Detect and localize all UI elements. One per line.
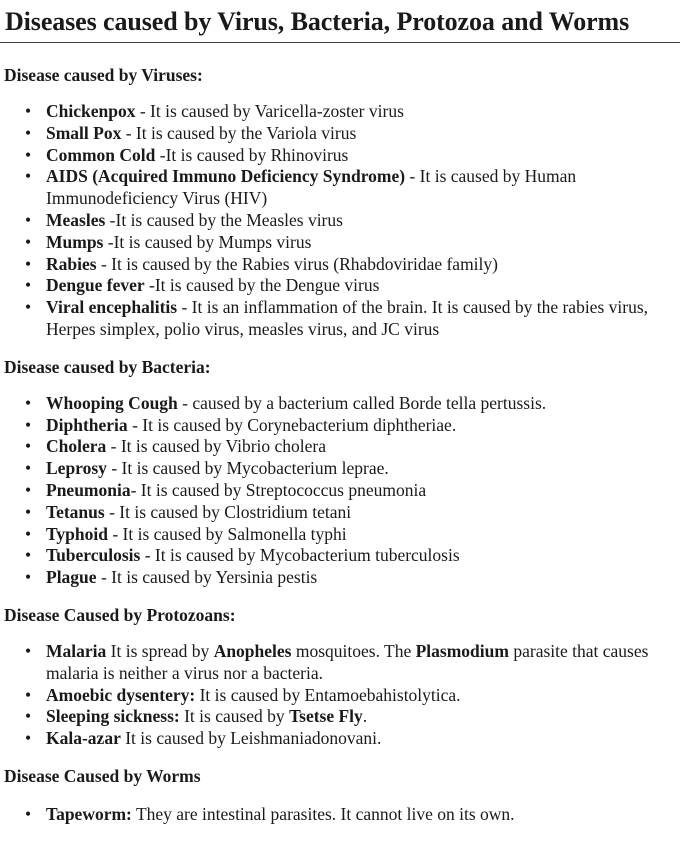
- disease-description: - It is caused by Salmonella typhi: [107, 523, 347, 544]
- bullet-icon: •: [25, 253, 32, 274]
- bullet-icon: •: [25, 545, 32, 566]
- list-item: [0, 804, 680, 826]
- disease-term: Viral encephalitis: [46, 297, 178, 318]
- list-item: [0, 567, 680, 589]
- bullet-icon: •: [25, 231, 32, 252]
- bullet-icon: •: [25, 414, 32, 435]
- bullet-icon: •: [25, 706, 32, 727]
- list-item: [0, 480, 680, 502]
- disease-description: - It is caused by Mycobacterium leprae.: [106, 458, 389, 479]
- bullet-icon: •: [25, 392, 32, 413]
- bullet-icon: •: [25, 275, 32, 296]
- list-item: [0, 101, 680, 123]
- disease-term: Rabies: [46, 253, 97, 274]
- disease-term: Plague: [46, 567, 97, 588]
- disease-description: - It is caused by Clostridium tetani: [104, 501, 352, 522]
- disease-term: Typhoid: [46, 523, 108, 544]
- bullet-icon: •: [25, 523, 32, 544]
- disease-description: parasite that causes malaria is neither a virus nor a bacteria.: [46, 640, 649, 683]
- list-item: [0, 210, 680, 232]
- disease-term: Anopheles: [213, 640, 292, 661]
- bullet-icon: •: [25, 728, 32, 749]
- bullet-icon: •: [25, 684, 32, 705]
- list-item: [0, 145, 680, 167]
- disease-description: It is caused by Leishmaniadonovani.: [120, 728, 382, 749]
- disease-term: Diphtheria: [46, 414, 128, 435]
- page-title: Diseases caused by Virus, Bacteria, Protozoa and Worms: [5, 7, 630, 36]
- disease-description: - It is caused by Human Immunodeficiency Virus (HIV): [46, 166, 577, 209]
- bullet-icon: •: [25, 501, 32, 522]
- disease-term: Dengue fever: [46, 275, 145, 296]
- bullet-icon: •: [25, 479, 32, 500]
- bullet-icon: •: [25, 122, 32, 143]
- section-heading: Disease caused by Bacteria:: [4, 356, 211, 377]
- list-item: [0, 728, 680, 750]
- disease-description: -It is caused by the Measles virus: [105, 209, 343, 230]
- disease-description: - It is caused by the Rabies virus (Rhabdoviridae family): [96, 253, 498, 274]
- bullet-icon: •: [25, 436, 32, 457]
- bullet-icon: •: [25, 458, 32, 479]
- bullet-icon: •: [25, 209, 32, 230]
- disease-term: Tuberculosis: [46, 545, 141, 566]
- list-item: [0, 123, 680, 145]
- section-viruses: [0, 64, 680, 341]
- list-item: [0, 254, 680, 276]
- section-bacteria: [0, 356, 680, 589]
- disease-term: AIDS (Acquired Immuno Deficiency Syndrome): [46, 166, 406, 187]
- list-item: [0, 297, 680, 341]
- disease-term: Plasmodium: [415, 640, 509, 661]
- list-item: [0, 275, 680, 297]
- list-item: [0, 524, 680, 546]
- disease-term: Tapeworm:: [46, 803, 132, 824]
- disease-description: It is caused by: [179, 706, 290, 727]
- bullet-icon: •: [25, 166, 32, 187]
- disease-term: Measles: [46, 209, 106, 230]
- disease-term: Malaria: [46, 640, 107, 661]
- disease-description: They are intestinal parasites. It cannot live on its own.: [131, 803, 515, 824]
- bullet-icon: •: [25, 803, 32, 824]
- disease-list: [0, 804, 680, 826]
- disease-description: - It is caused by Streptococcus pneumonia: [130, 479, 427, 500]
- list-item: [0, 502, 680, 524]
- disease-term: Leprosy: [46, 458, 107, 479]
- list-item: [0, 232, 680, 254]
- disease-term: Sleeping sickness:: [46, 706, 180, 727]
- list-item: [0, 685, 680, 707]
- disease-description: - It is caused by Varicella-zoster virus: [135, 101, 404, 121]
- disease-description: - caused by a bacterium called Borde tella pertussis.: [177, 392, 547, 413]
- disease-description: - It is caused by the Variola virus: [121, 122, 357, 143]
- disease-term: Cholera: [46, 436, 107, 457]
- disease-term: Whooping Cough: [46, 392, 178, 413]
- disease-description: It is caused by Entamoebahistolytica.: [195, 684, 461, 705]
- disease-description: mosquitoes. The: [291, 640, 416, 661]
- disease-description: - It is caused by Vibrio cholera: [106, 436, 327, 457]
- disease-term: Tetanus: [46, 501, 105, 522]
- list-item: [0, 545, 680, 567]
- list-item: [0, 415, 680, 437]
- disease-description: - It is caused by Yersinia pestis: [96, 567, 318, 588]
- disease-term: Tsetse Fly: [289, 706, 363, 727]
- disease-term: Pneumonia: [46, 479, 131, 500]
- disease-description: - It is caused by Corynebacterium diphtheriae.: [127, 414, 457, 435]
- list-item: [0, 458, 680, 480]
- list-item: [0, 641, 680, 685]
- section-heading: Disease Caused by Worms: [4, 765, 201, 786]
- disease-term: Common Cold: [46, 144, 156, 165]
- disease-description: It is spread by: [106, 640, 214, 661]
- section-heading: Disease caused by Viruses:: [4, 65, 203, 85]
- disease-description: -It is caused by the Dengue virus: [144, 275, 380, 296]
- bullet-icon: •: [25, 101, 32, 121]
- title-underline: [0, 42, 680, 43]
- disease-term: Amoebic dysentery:: [46, 684, 196, 705]
- disease-description: - It is an inflammation of the brain. It is caused by the rabies virus, Herpes simplex, polio virus, measles virus, and JC virus: [46, 297, 649, 339]
- disease-term: Chickenpox: [46, 101, 136, 121]
- disease-list: [0, 101, 680, 341]
- bullet-icon: •: [25, 144, 32, 165]
- disease-term: Small Pox: [46, 122, 122, 143]
- bullet-icon: •: [25, 297, 32, 318]
- disease-description: -It is caused by Rhinovirus: [155, 144, 349, 165]
- section-worms: [0, 765, 680, 826]
- list-item: [0, 436, 680, 458]
- bullet-icon: •: [25, 640, 32, 661]
- disease-term: Mumps: [46, 231, 104, 252]
- bullet-icon: •: [25, 567, 32, 588]
- list-item: [0, 393, 680, 415]
- disease-list: [0, 393, 680, 589]
- disease-term: Kala-azar: [46, 728, 121, 749]
- disease-description: - It is caused by Mycobacterium tuberculosis: [140, 545, 460, 566]
- list-item: [0, 166, 680, 210]
- disease-description: -It is caused by Mumps virus: [103, 231, 312, 252]
- disease-description: .: [362, 706, 368, 727]
- disease-list: [0, 641, 680, 750]
- section-heading: Disease Caused by Protozoans:: [4, 604, 236, 625]
- list-item: [0, 706, 680, 728]
- section-protozoans: [0, 604, 680, 750]
